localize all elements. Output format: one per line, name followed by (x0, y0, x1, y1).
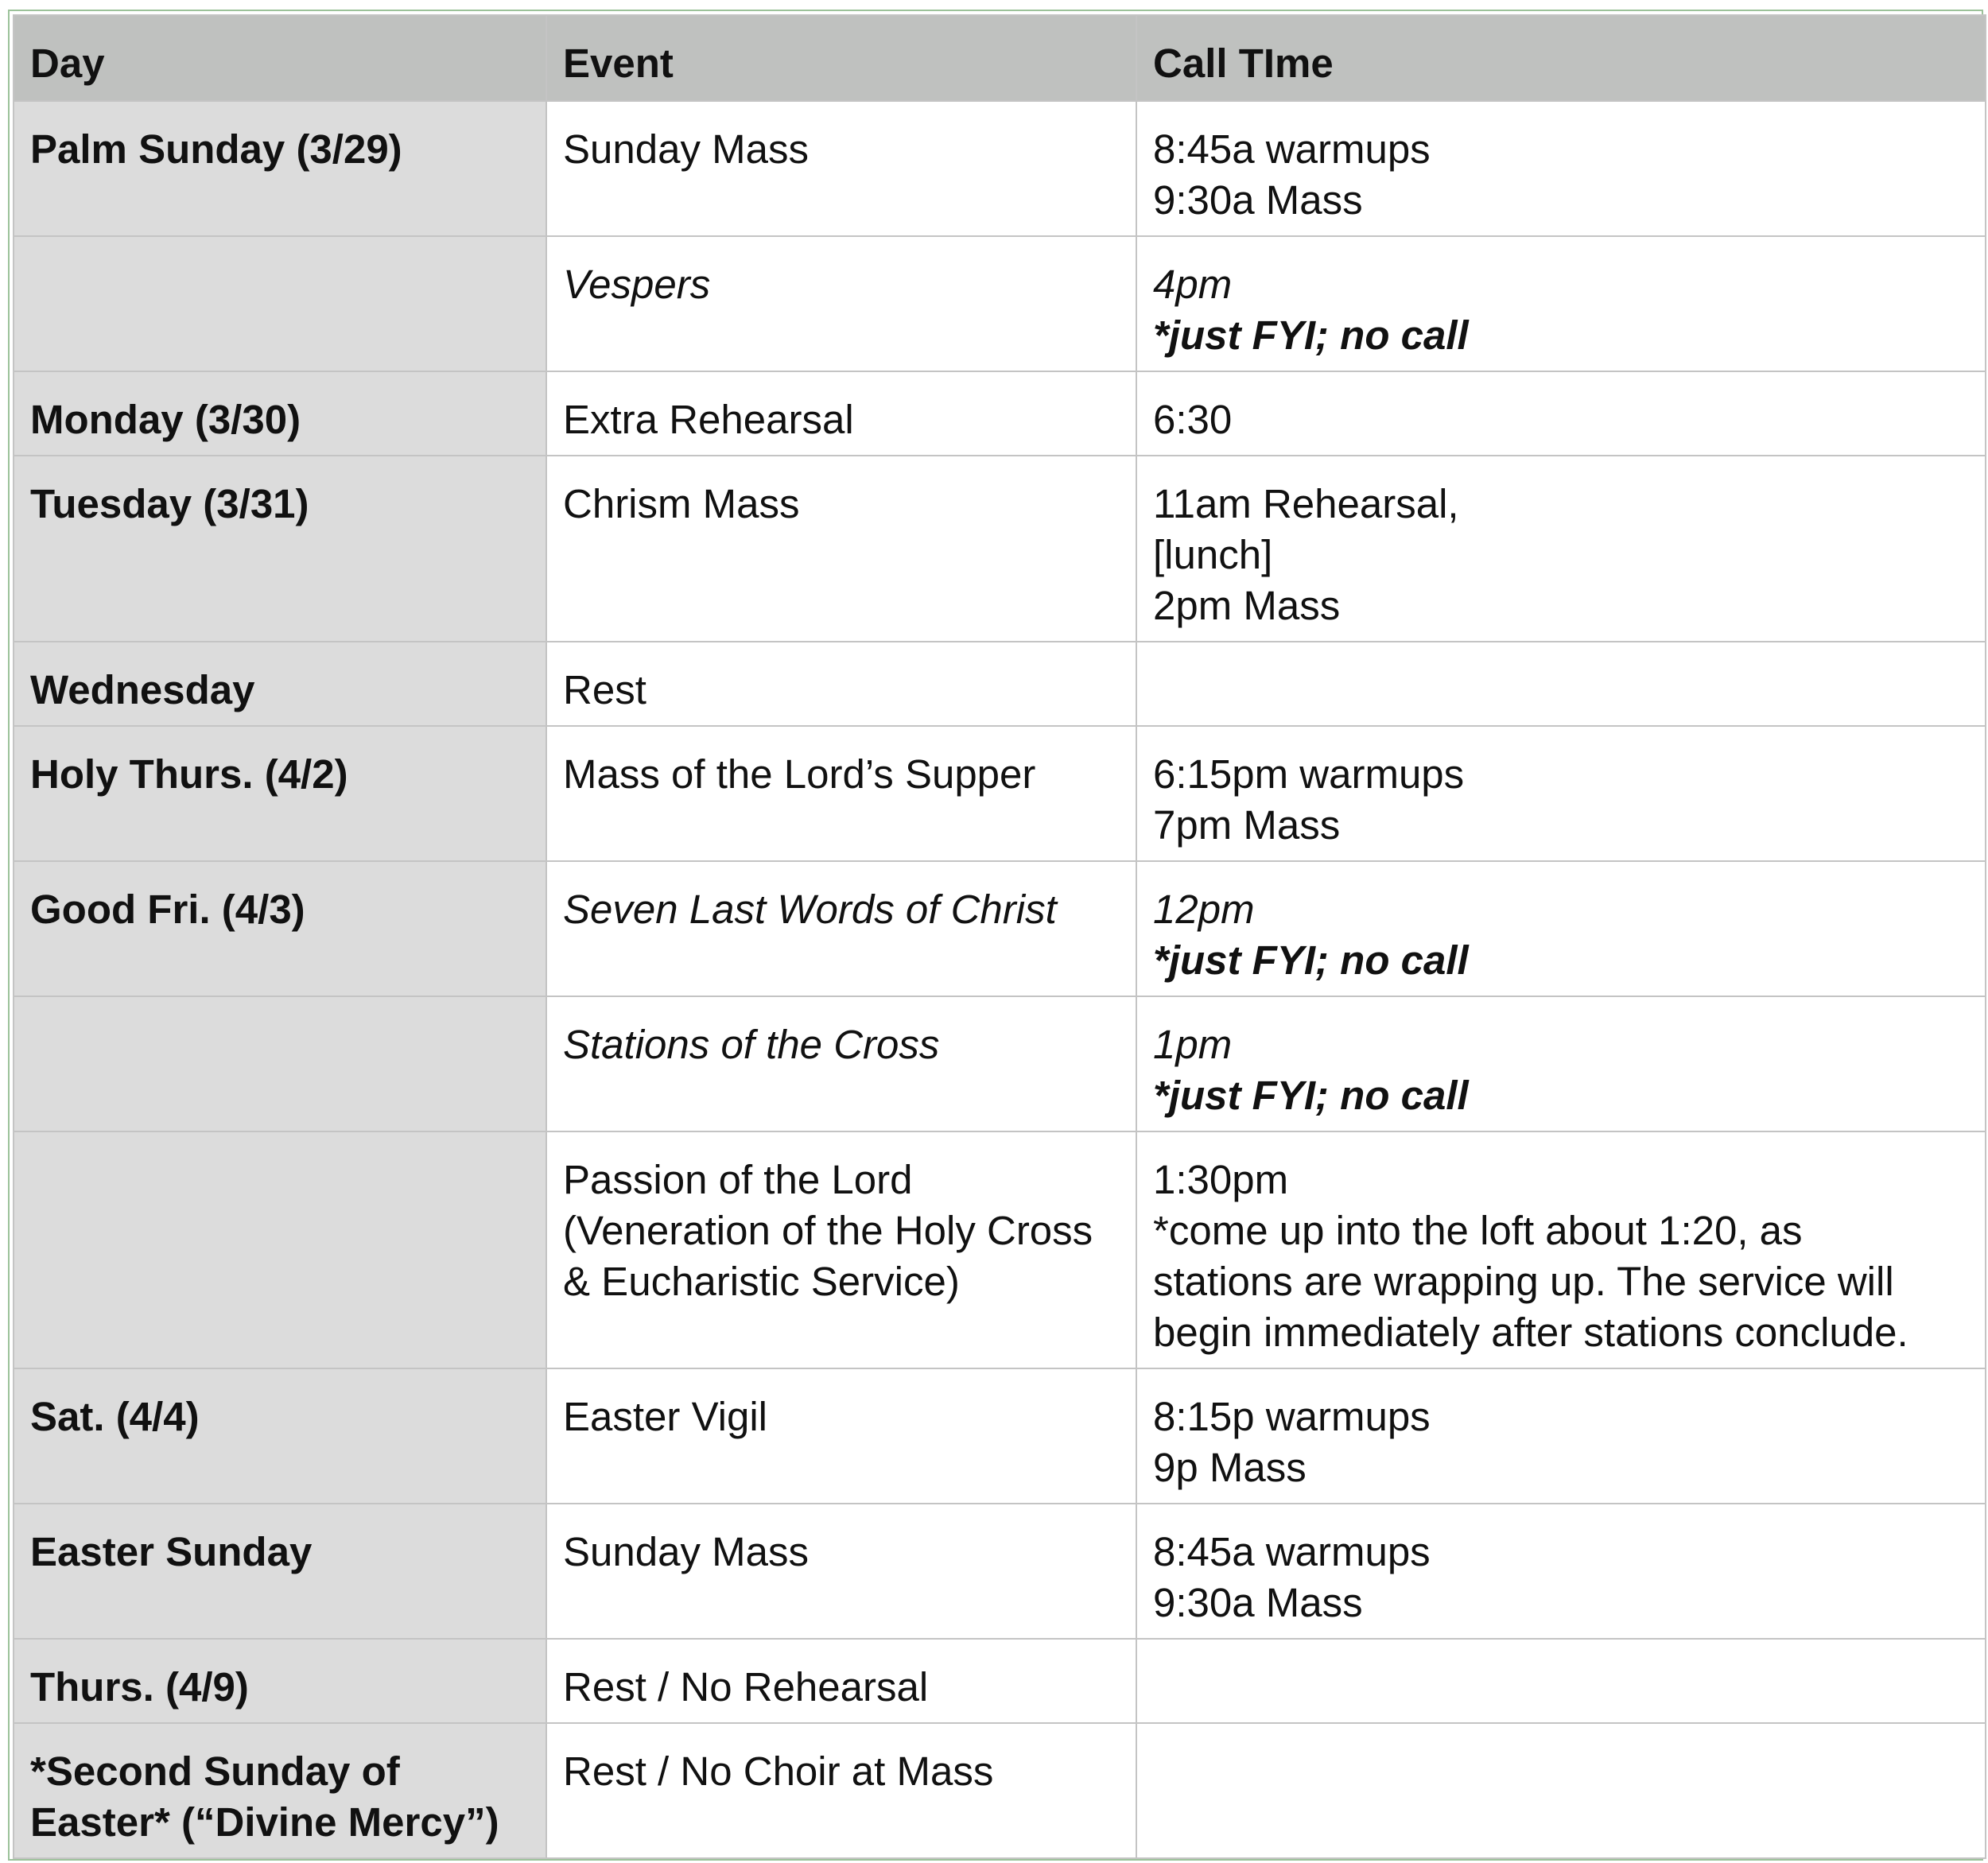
event-text: Vespers (563, 262, 711, 307)
event-text: Rest / No Rehearsal (563, 1664, 929, 1710)
event-cell (546, 1504, 1136, 1639)
call-time-text: 8:45a warmups (1153, 126, 1431, 172)
table-row (14, 236, 1986, 371)
event-text: Sunday Mass (563, 1529, 809, 1574)
call-time-cell (1136, 996, 1986, 1131)
event-cell (546, 101, 1136, 236)
column-header-event: Event (546, 15, 1136, 101)
call-time-text: 4pm (1153, 262, 1233, 307)
call-time-cell (1136, 371, 1986, 456)
header-row (14, 15, 1986, 101)
call-time-cell (1136, 726, 1986, 861)
event-cell (546, 1639, 1136, 1723)
call-time-text: 6:30 (1153, 397, 1233, 442)
event-text: Stations of the Cross (563, 1022, 940, 1067)
call-time-cell (1136, 101, 1986, 236)
table-row (14, 642, 1986, 726)
day-cell: Thurs. (4/9) (14, 1639, 546, 1723)
call-time-text: 12pm (1153, 887, 1255, 932)
table-row (14, 101, 1986, 236)
table-row (14, 726, 1986, 861)
call-time-cell (1136, 236, 1986, 371)
event-cell (546, 1131, 1136, 1368)
event-text: Seven Last Words of Christ (563, 887, 1057, 932)
event-text: Passion of the Lord (563, 1157, 913, 1202)
event-text: Extra Rehearsal (563, 397, 854, 442)
day-cell: Holy Thurs. (4/2) (14, 726, 546, 861)
call-time-text: 9:30a Mass (1153, 177, 1363, 223)
call-time-cell (1136, 1639, 1986, 1723)
event-text: Rest / No Choir at Mass (563, 1749, 994, 1794)
column-header-call-time: Call TIme (1136, 15, 1986, 101)
event-cell (546, 642, 1136, 726)
table-row (14, 996, 1986, 1131)
event-text: Chrism Mass (563, 481, 800, 526)
day-cell: Wednesday (14, 642, 546, 726)
event-cell (546, 726, 1136, 861)
event-text: (Veneration of the Holy Cross (563, 1208, 1093, 1253)
call-time-text: 6:15pm warmups (1153, 751, 1465, 797)
table-row (14, 1368, 1986, 1504)
call-time-cell (1136, 1723, 1986, 1858)
call-time-text: stations are wrapping up. The service will (1153, 1259, 1894, 1304)
event-cell (546, 996, 1136, 1131)
call-time-text: 9p Mass (1153, 1445, 1307, 1490)
call-time-cell (1136, 642, 1986, 726)
day-text: *Second Sunday of (30, 1749, 400, 1794)
call-time-cell (1136, 861, 1986, 996)
table-row (14, 456, 1986, 642)
event-text: & Eucharistic Service) (563, 1259, 960, 1304)
day-cell: Palm Sunday (3/29) (14, 101, 546, 236)
day-cell: Sat. (4/4) (14, 1368, 546, 1504)
call-time-note: *just FYI; no call (1153, 937, 1469, 983)
call-time-text: *come up into the loft about 1:20, as (1153, 1208, 1803, 1253)
table-row (14, 1131, 1986, 1368)
table-row (14, 1723, 1986, 1858)
call-time-text: 8:45a warmups (1153, 1529, 1431, 1574)
event-cell (546, 236, 1136, 371)
call-time-text: 1:30pm (1153, 1157, 1289, 1202)
call-time-cell (1136, 456, 1986, 642)
call-time-text: 8:15p warmups (1153, 1394, 1431, 1439)
event-text: Easter Vigil (563, 1394, 768, 1439)
day-cell (14, 1131, 546, 1368)
call-time-text: 2pm Mass (1153, 583, 1341, 628)
event-text: Rest (563, 667, 646, 712)
call-time-text: 11am Rehearsal, (1153, 481, 1459, 526)
event-cell (546, 1368, 1136, 1504)
day-cell (14, 1723, 546, 1858)
call-time-cell (1136, 1368, 1986, 1504)
call-time-text: begin immediately after stations conclude. (1153, 1310, 1908, 1355)
day-cell: Tuesday (3/31) (14, 456, 546, 642)
call-time-note: *just FYI; no call (1153, 312, 1469, 358)
event-cell (546, 861, 1136, 996)
table-row (14, 371, 1986, 456)
column-header-day: Day (14, 15, 546, 101)
call-time-text: 1pm (1153, 1022, 1233, 1067)
table-row (14, 1639, 1986, 1723)
day-cell: Easter Sunday (14, 1504, 546, 1639)
call-time-text: 9:30a Mass (1153, 1580, 1363, 1625)
day-cell: Monday (3/30) (14, 371, 546, 456)
table-row (14, 1504, 1986, 1639)
call-time-note: *just FYI; no call (1153, 1073, 1469, 1118)
day-cell (14, 236, 546, 371)
day-text: Easter* (“Divine Mercy”) (30, 1799, 499, 1845)
event-text: Sunday Mass (563, 126, 809, 172)
call-time-cell (1136, 1131, 1986, 1368)
call-time-text: [lunch] (1153, 532, 1273, 577)
schedule-table (13, 14, 1986, 1859)
call-time-text: 7pm Mass (1153, 802, 1341, 848)
event-cell (546, 371, 1136, 456)
table-row (14, 861, 1986, 996)
day-cell (14, 996, 546, 1131)
event-cell (546, 456, 1136, 642)
day-cell: Good Fri. (4/3) (14, 861, 546, 996)
event-cell (546, 1723, 1136, 1858)
call-time-cell (1136, 1504, 1986, 1639)
event-text: Mass of the Lord’s Supper (563, 751, 1036, 797)
